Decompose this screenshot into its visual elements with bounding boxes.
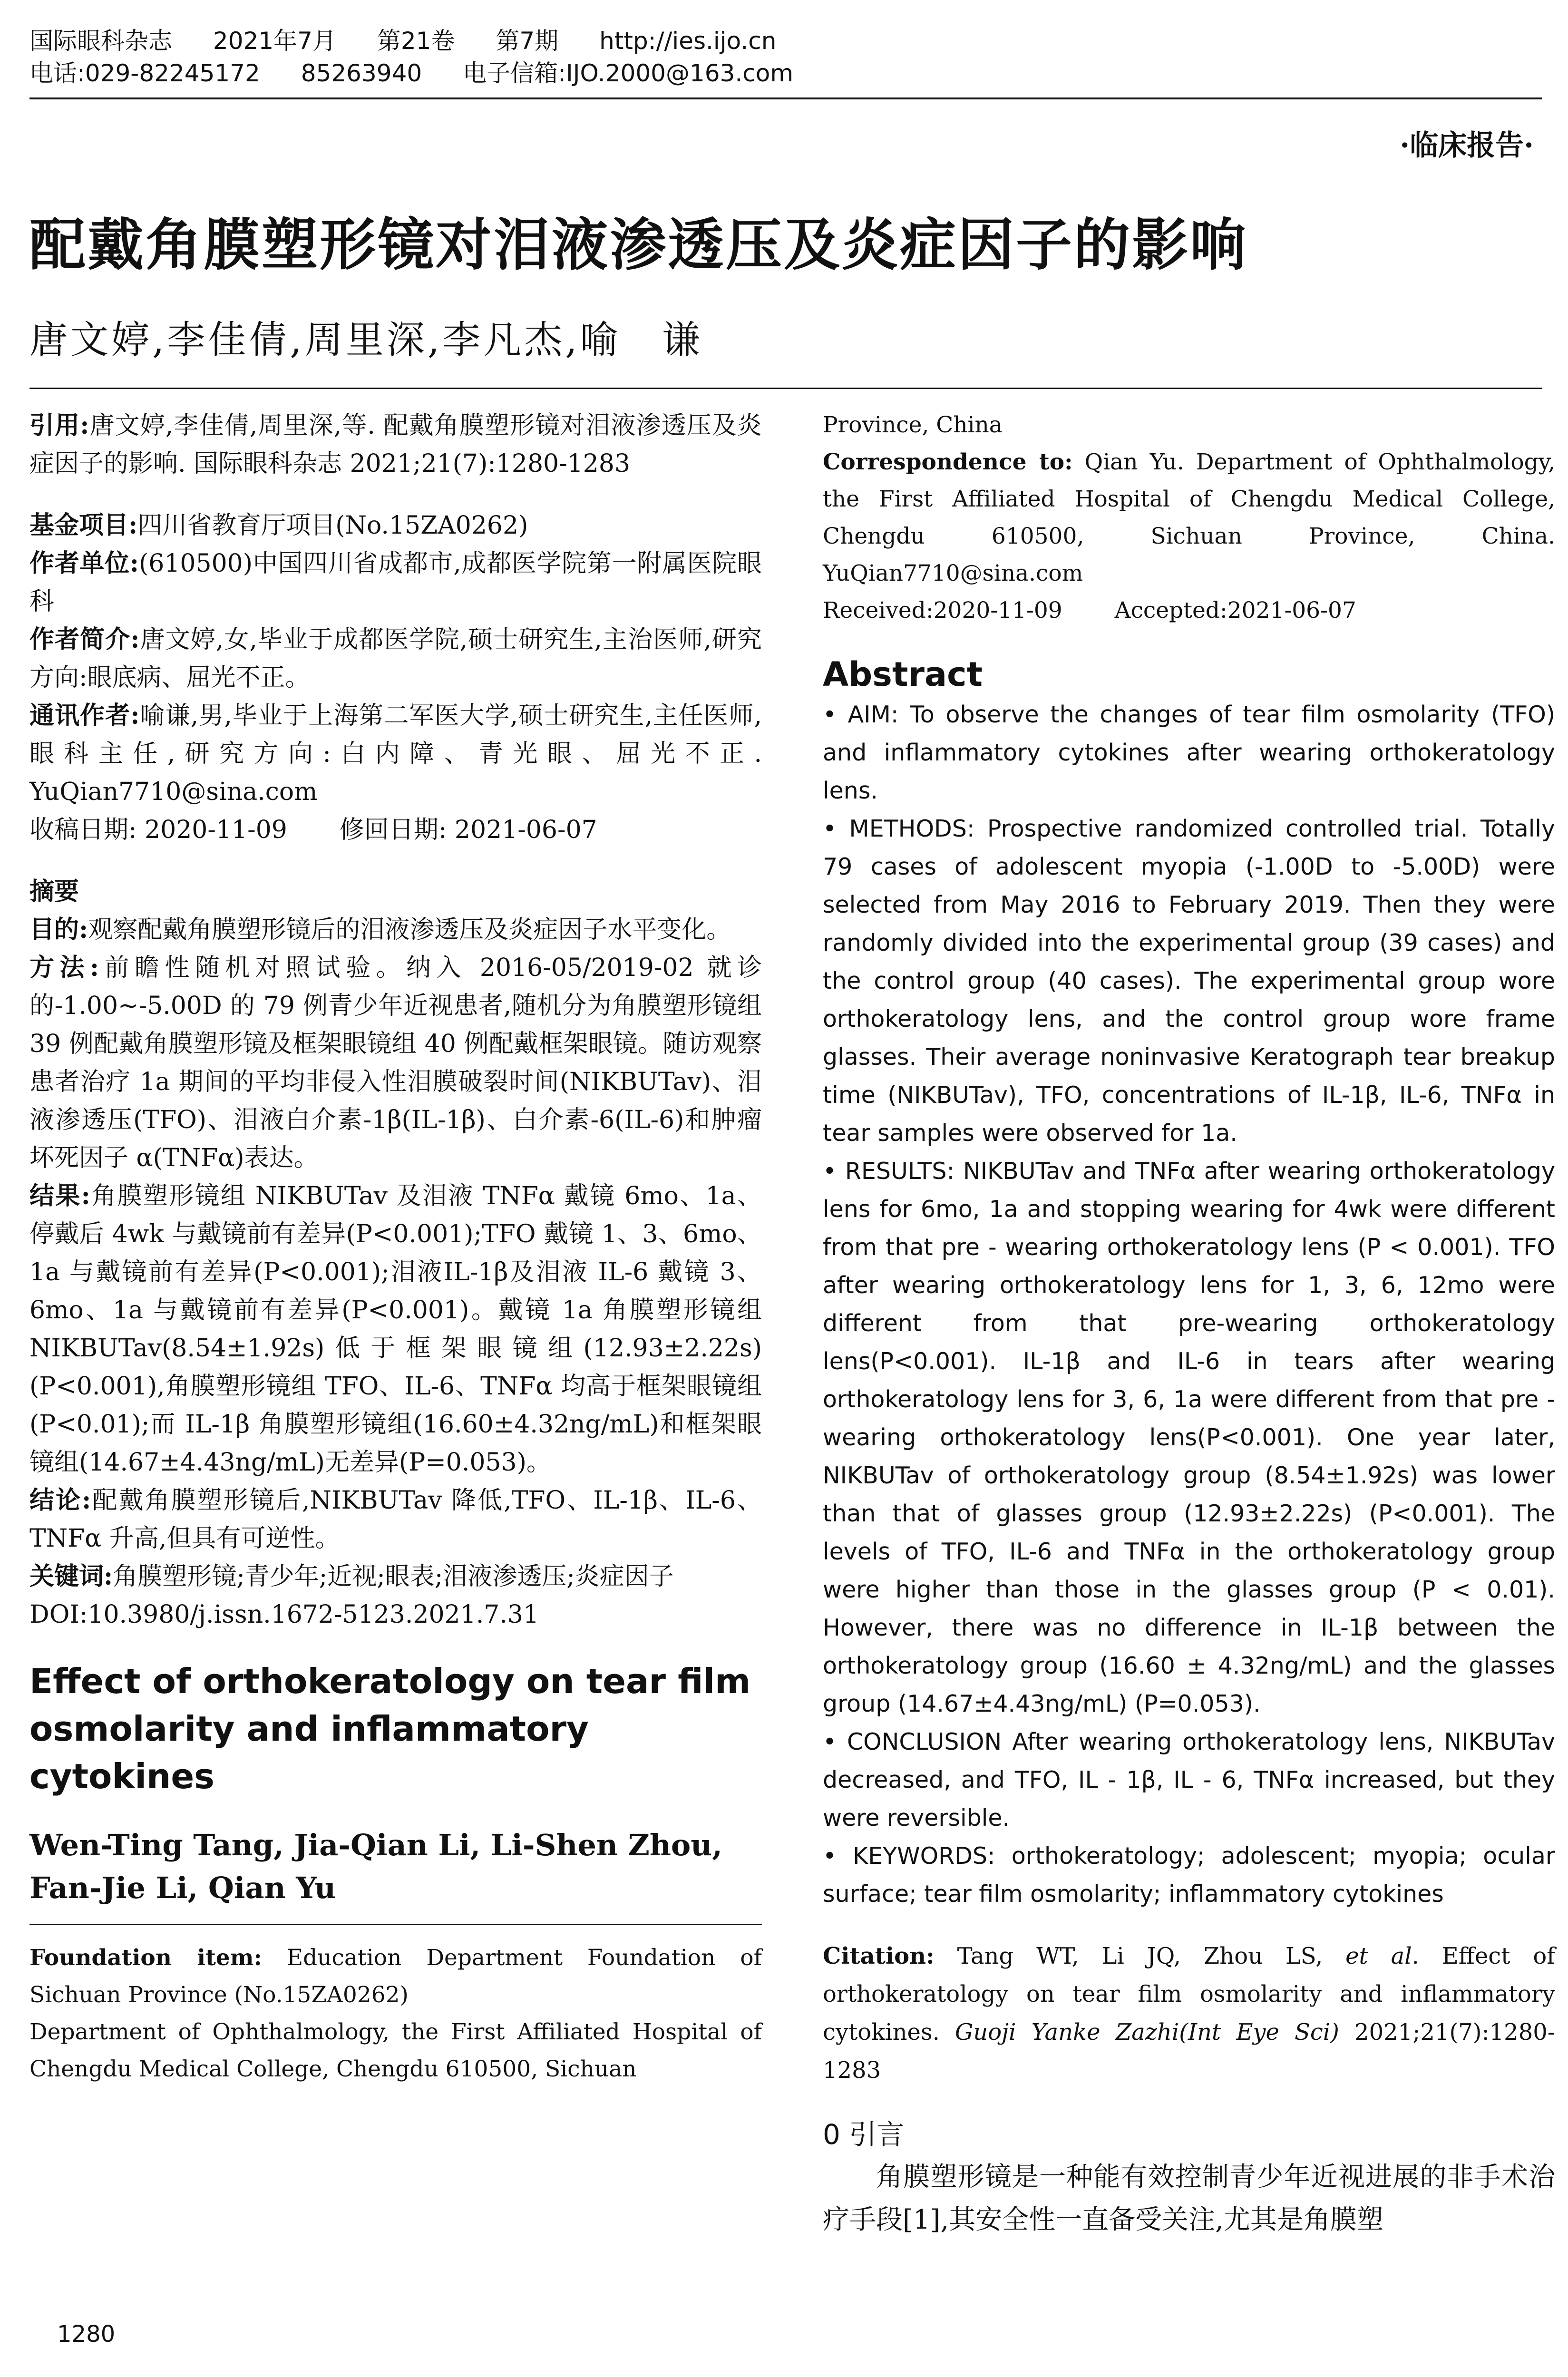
right-column: [823, 407, 1555, 2241]
intro-text: 角膜塑形镜是一种能有效控制青少年近视进展的非手术治疗手段[1],其安全性一直备受关注,尤其是角膜塑: [823, 2162, 1555, 2235]
keywords-en: • KEYWORDS: orthokeratology; adolescent; myopia; ocular surface; tear film osmolarity; inflammatory cytokines: [823, 1842, 1555, 1908]
dates-en: [823, 592, 1555, 629]
doi[interactable]: DOI:10.3980/j.issn.1672-5123.2021.7.31: [29, 1600, 539, 1629]
abstract-en-heading: Abstract: [823, 655, 983, 694]
bio-label: 作者简介:: [29, 625, 140, 654]
revised-zh: 修回日期: 2021-06-07: [339, 816, 597, 844]
correspondence-text: Qian Yu. Department of Ophthalmology, the First Affiliated Hospital of Chengdu Medical College, Chengdu 610500, Sichuan Province, China. YuQian7710@sina.com: [823, 449, 1555, 586]
aim-zh: [29, 911, 762, 949]
keywords-zh-label: 关键词:: [29, 1562, 113, 1591]
bio-text: 唐文婷,女,毕业于成都医学院,硕士研究生,主治医师,研究方向:眼底病、屈光不正。: [29, 625, 762, 692]
results-en: • RESULTS: NIKBUTav and TNFα after wearing orthokeratology lens for 6mo, 1a and stopping wearing for 4wk were different from that pre - wearing orthokeratology lens (P < 0.001). TFO after wearing orthokeratology lens for 1, 3, 6, 12mo were different from that pre-wearing orthokeratology lens(P<0.001). IL-1β and IL-6 in tears after wearing orthokeratology lens for 3, 6, 1a were different from that pre - wearing orthokeratology lens(P<0.001). One year later, NIKBUTav of orthokeratology group (8.54±1.92s) was lower than that of glasses group (12.93±2.22s) (P<0.001). The levels of TFO, IL-6 and TNFα in the orthokeratology group were higher than those in the glasses group (P < 0.01). However, there was no difference in IL-1β between the orthokeratology group (16.60 ± 4.32ng/mL) and the glasses group (14.67±4.43ng/mL) (P=0.053).: [823, 1158, 1555, 1717]
accepted-en: Accepted:2021-06-07: [1114, 597, 1356, 623]
methods-zh-label: 方法:: [29, 953, 99, 982]
author-list: 唐文婷,李佳倩,周里深,李凡杰,喻 谦: [29, 318, 703, 362]
authors-rule: [29, 388, 1542, 389]
methods-en: • METHODS: Prospective randomized controlled trial. Totally 79 cases of adolescent myopia (-1.00D to -5.00D) were selected from May 2016 to February 2019. Then they were randomly divided into the experimental group (39 cases) and the control group (40 cases). The experimental group wore orthokeratology lens, and the control group wore frame glasses. Their average noninvasive Keratograph tear breakup time (NIKBUTav), TFO, concentrations of IL-1β, IL-6, TNFα in tear samples were observed for 1a.: [823, 815, 1555, 1147]
correspondence-label: Correspondence to:: [823, 449, 1073, 475]
english-authors-rule: [29, 1924, 762, 1925]
citation-en: [823, 1937, 1555, 2089]
corr-label: 通讯作者:: [29, 701, 140, 730]
phone: 电话:029-82245172: [29, 59, 260, 87]
conclusion-zh: [29, 1481, 762, 1558]
conclusion-zh-label: 结论:: [29, 1486, 91, 1515]
left-column: [29, 407, 762, 2088]
phone-2: 85263940: [301, 59, 422, 87]
citation-en-part-a: Tang WT, Li JQ, Zhou LS,: [957, 1943, 1346, 1969]
unit-text: (610500)中国四川省成都市,成都医学院第一附属医院眼科: [29, 549, 762, 616]
unit-label: 作者单位:: [29, 549, 139, 578]
author-unit: [29, 545, 762, 621]
fund-item: [29, 507, 762, 545]
fund-text: 四川省教育厅项目(No.15ZA0262): [137, 511, 528, 540]
foundation-label: Foundation item:: [29, 1945, 262, 1971]
header-line-2: [29, 57, 1542, 89]
citation-en-part-b: . Effect of orthokeratology on tear film osmolarity and inflammatory cytokines.: [823, 1943, 1556, 2046]
results-zh: [29, 1177, 762, 1481]
methods-zh-text: 前瞻性随机对照试验。纳入 2016-05/2019-02 就诊的-1.00~-5.00D 的 79 例青少年近视患者,随机分为角膜塑形镜组 39 例配戴角膜塑形镜及框架眼镜组 40 例配戴框架眼镜。随访观察患者治疗 1a 期间的平均非侵入性泪膜破裂时间(NIKBUTav)、泪液渗透压(TFO)、泪液白介素-1β(IL-1β)、白介素-6(IL-6)和肿瘤坏死因子 α(TNFα)表达。: [29, 954, 762, 1172]
volume: 第21卷: [377, 27, 455, 55]
citation-zh-label: 引用:: [29, 411, 89, 440]
page-number: 1280: [57, 2321, 116, 2348]
issue-date: 2021年7月: [213, 27, 336, 55]
citation-en-part-c: 2021;21(7):1280-1283: [823, 2019, 1556, 2084]
corresponding-author: [29, 697, 762, 811]
corr-text: 喻谦,男,毕业于上海第二军医大学,硕士研究生,主任医师,眼科主任,研究方向:白内障、青光眼、屈光不正. YuQian7710@sina.com: [29, 701, 762, 806]
received-en: Received:2020-11-09: [823, 597, 1062, 623]
journal-url[interactable]: http://ies.ijo.cn: [599, 27, 777, 55]
department-en: Department of Ophthalmology, the First Affiliated Hospital of Chengdu Medical College, Chengdu 610500, Sichuan: [29, 2019, 762, 2082]
dates-zh: [29, 811, 762, 849]
english-authors: Wen-Ting Tang, Jia-Qian Li, Li-Shen Zhou, Fan-Jie Li, Qian Yu: [29, 1828, 722, 1905]
conclusion-zh-text: 配戴角膜塑形镜后,NIKBUTav 降低,TFO、IL-1β、IL-6、TNFα 升高,但具有可逆性。: [29, 1486, 762, 1553]
author-bio: [29, 621, 762, 697]
keywords-zh-text: 角膜塑形镜;青少年;近视;眼表;泪液渗透压;炎症因子: [113, 1562, 674, 1591]
header-rule: [29, 97, 1542, 99]
aim-zh-text: 观察配戴角膜塑形镜后的泪液渗透压及炎症因子水平变化。: [88, 916, 731, 944]
abstract-zh-heading: 摘要: [29, 877, 79, 906]
article-title: 配戴角膜塑形镜对泪液渗透压及炎症因子的影响: [29, 212, 1248, 278]
intro-heading: 0 引言: [823, 2118, 905, 2151]
citation-zh-text: 唐文婷,李佳倩,周里深,等. 配戴角膜塑形镜对泪液渗透压及炎症因子的影响. 国际眼科杂志 2021;21(7):1280-1283: [29, 411, 762, 478]
results-zh-text: 角膜塑形镜组 NIKBUTav 及泪液 TNFα 戴镜 6mo、1a、停戴后 4wk 与戴镜前有差异(P<0.001);TFO 戴镜 1、3、6mo、1a 与戴镜前有差异(P<0.001);泪液IL-1β及泪液 IL-6 戴镜 3、6mo、1a 与戴镜前有差异(P<0.001)。戴镜 1a 角膜塑形镜组 NIKBUTav(8.54±1.92s)低于框架眼镜组(12.93±2.22s)(P<0.001),角膜塑形镜组 TFO、IL-6、TNFα 均高于框架眼镜组(P<0.01);而 IL-1β 角膜塑形镜组(16.60±4.32ng/mL)和框架眼镜组(14.67±4.43ng/mL)无差异(P=0.053)。: [29, 1182, 762, 1477]
foundation-item: [29, 1939, 762, 2014]
aim-en: • AIM: To observe the changes of tear film osmolarity (TFO) and inflammatory cytokines after wearing orthokeratology lens.: [823, 701, 1555, 804]
aim-zh-label: 目的:: [29, 915, 88, 944]
citation-en-journal: Guoji Yanke Zazhi(Int Eye Sci): [955, 2019, 1339, 2046]
fund-label: 基金项目:: [29, 511, 138, 540]
citation-en-label: Citation:: [823, 1943, 935, 1969]
running-header: [29, 25, 1542, 89]
citation-en-etal: et al: [1345, 1943, 1412, 1969]
issue: 第7期: [496, 27, 559, 55]
methods-zh: [29, 949, 762, 1177]
section-tag: ·临床报告·: [1400, 129, 1534, 162]
email[interactable]: 电子信箱:IJO.2000@163.com: [463, 59, 794, 87]
conclusion-en: • CONCLUSION After wearing orthokeratology lens, NIKBUTav decreased, and TFO, IL - 1β, IL - 6, TNFα increased, but they were reversible.: [823, 1728, 1555, 1831]
foundation-text: Education Department Foundation of Sichuan Province (No.15ZA0262): [29, 1945, 762, 2008]
correspondence-en: [823, 444, 1555, 592]
keywords-zh: [29, 1558, 762, 1596]
results-zh-label: 结果:: [29, 1181, 90, 1210]
header-line-1: [29, 25, 1542, 57]
journal-name: 国际眼科杂志: [29, 27, 172, 55]
english-title: Effect of orthokeratology on tear film osmolarity and inflammatory cytokines: [29, 1661, 751, 1796]
province-en: Province, China: [823, 412, 1003, 438]
received-zh: 收稿日期: 2020-11-09: [29, 816, 287, 844]
citation-zh: [29, 407, 762, 483]
